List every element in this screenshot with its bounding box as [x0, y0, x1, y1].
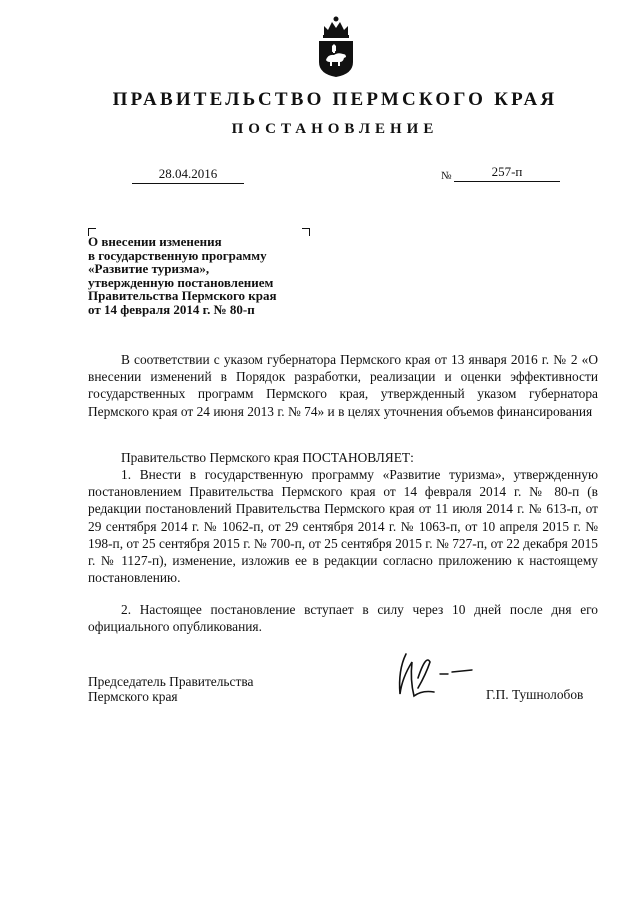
- signatory-position-line: Пермского края: [88, 689, 178, 704]
- subject-line: О внесении изменения: [88, 234, 222, 249]
- number-sign: №: [441, 170, 452, 182]
- signatory-name: Г.П. Тушнолобов: [486, 687, 584, 702]
- preamble-paragraph: В соответствии с указом губернатора Пермского края от 13 января 2016 г. № 2 «О внесении изменений в Порядок разработки, реализации и оценки эффективности государственных программ Пермского края, утвержденный указом губернатора Пермского края от 24 июня 2013 г. № 74» и в целях уточнения объемов финансирования: [88, 352, 598, 419]
- document-date: 28.04.2016: [132, 166, 244, 184]
- handwritten-signature-icon: [392, 648, 478, 700]
- perm-krai-coat-of-arms-icon: [316, 14, 356, 78]
- subject-line: в государственную программу: [88, 247, 267, 263]
- document-subject: [88, 235, 328, 316]
- subject-line: «Развитие туризма»,: [88, 261, 210, 276]
- document-number: 257-п: [454, 164, 560, 182]
- resolution-line: Правительство Пермского края ПОСТАНОВЛЯЕТ:: [121, 450, 414, 465]
- item-1-paragraph: 1. Внести в государственную программу «Развитие туризма», утвержденную постановлением Правительства Пермского края от 14 февраля 2014 г. № 80-п (в редакции постановлений Правительства Пермского края от 11 июля 2014 г. № 613-п, от 29 сентября 2014 г. № 1062-п, от 29 сентября 2014 г. № 1063-п, от 10 апреля 2015 г. № 198-п, от 25 сентября 2015 г. № 700-п, от 25 сентября 2015 г. № 727-п, от 22 декабря 2015 г. № 1127-п), изменение, изложив ее в редакции согласно приложению к настоящему постановлению.: [88, 467, 598, 586]
- signatory-position: [88, 674, 253, 704]
- government-title: ПРАВИТЕЛЬСТВО ПЕРМСКОГО КРАЯ: [112, 89, 558, 110]
- subject-line: утвержденную постановлением: [88, 274, 274, 290]
- document-type: ПОСТАНОВЛЕНИЕ: [231, 121, 439, 137]
- item-2-paragraph: 2. Настоящее постановление вступает в силу через 10 дней после дня его официального опубликования.: [88, 602, 598, 635]
- subject-line: от 14 февраля 2014 г. № 80-п: [88, 301, 255, 317]
- subject-line: Правительства Пермского края: [88, 288, 277, 303]
- signatory-position-line: Председатель Правительства: [88, 674, 254, 689]
